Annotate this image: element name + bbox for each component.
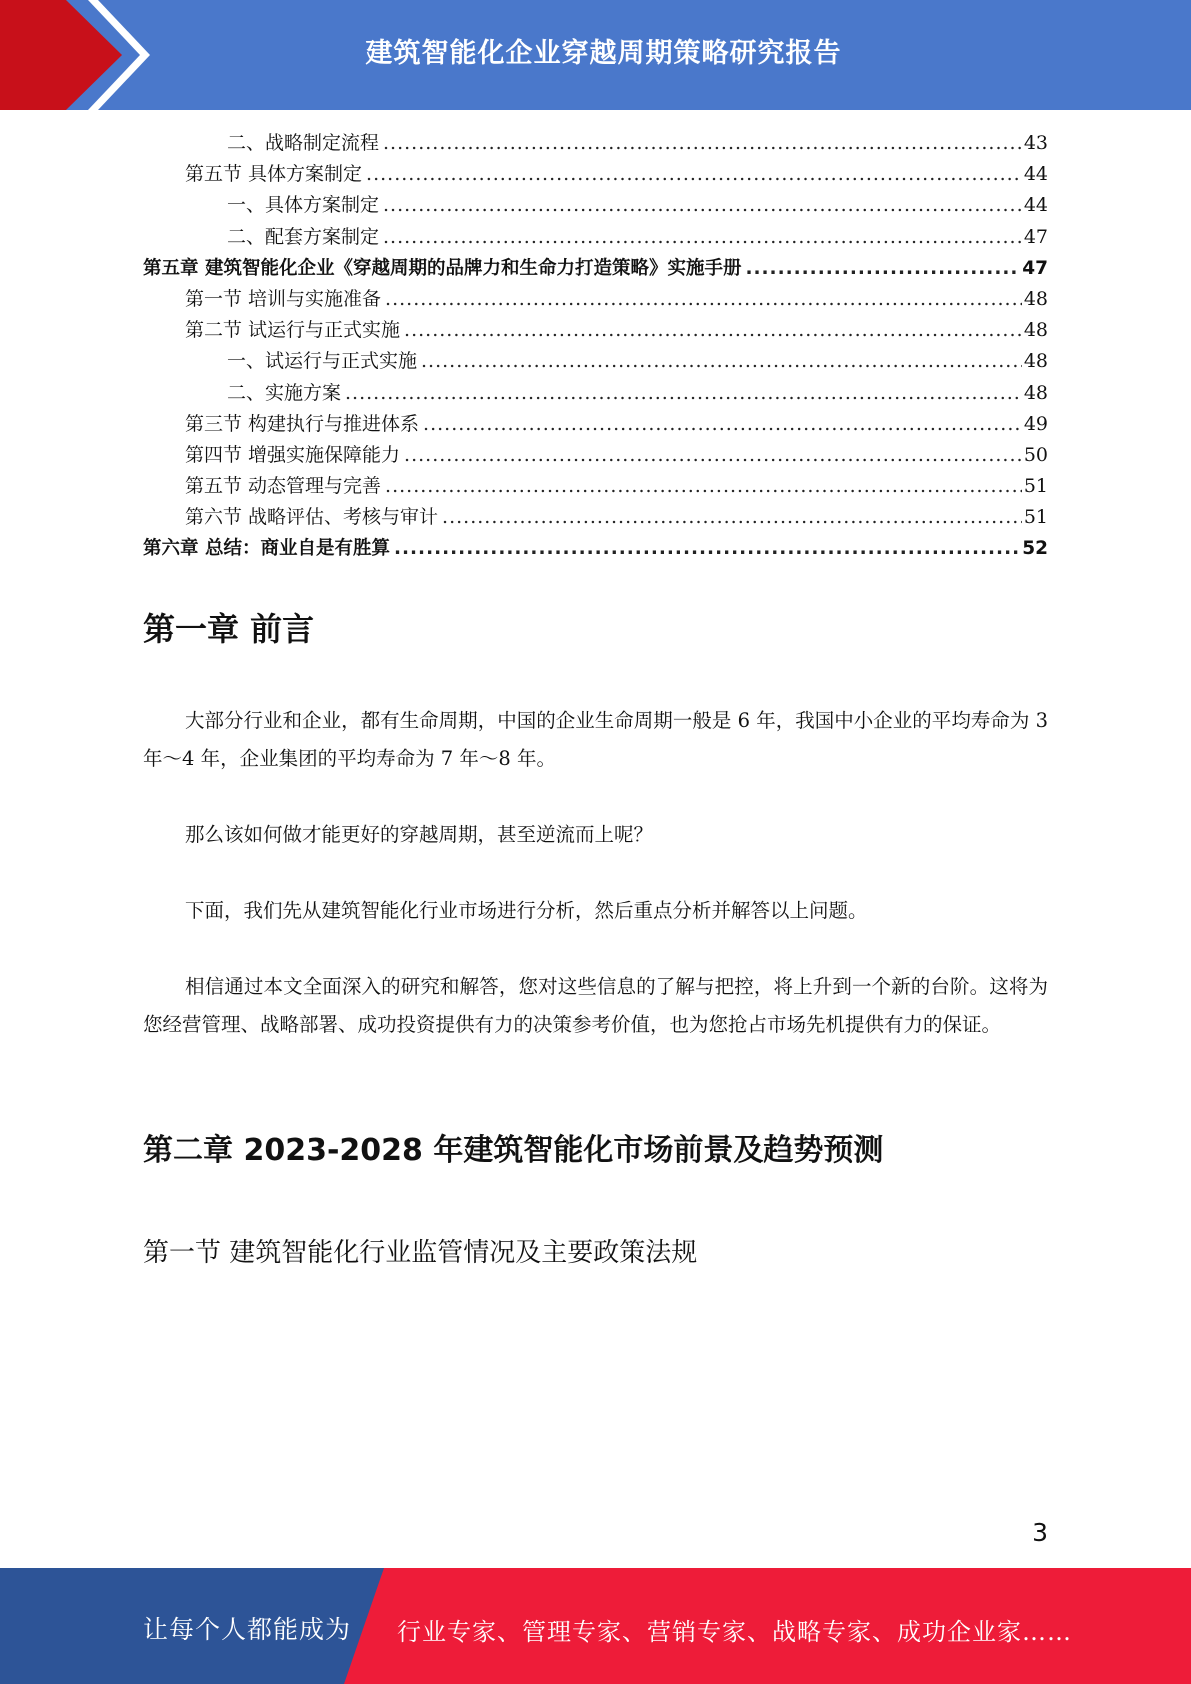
toc-entry[interactable] (143, 346, 1048, 377)
toc-entry-title: 第六节 战略评估、考核与审计 (185, 506, 439, 529)
toc-entry[interactable] (143, 284, 1048, 315)
toc-page-number: 47 (1022, 257, 1048, 279)
toc-entry-title: 第五节 具体方案制定 (185, 163, 363, 186)
toc-entry[interactable] (143, 409, 1048, 440)
footer-slogan-right: 行业专家、管理专家、营销专家、战略专家、成功企业家…… (397, 1618, 1072, 1646)
toc-entry[interactable] (143, 190, 1048, 221)
toc-page-number: 50 (1023, 443, 1048, 466)
section-heading: 第一节 建筑智能化行业监管情况及主要政策法规 (143, 1238, 698, 1268)
toc-entry[interactable] (143, 440, 1048, 471)
toc-dot-leader (421, 346, 1022, 377)
toc-page-number: 48 (1023, 287, 1048, 310)
toc-entry[interactable] (143, 378, 1048, 409)
footer-slogan-left: 让每个人都能成为 (143, 1615, 352, 1644)
toc-entry-title: 第五节 动态管理与完善 (185, 475, 382, 498)
toc-entry-title: 二、战略制定流程 (227, 132, 380, 154)
page-header (0, 0, 1191, 110)
toc-page-number: 48 (1023, 381, 1048, 404)
toc-entry[interactable] (143, 159, 1048, 190)
toc-dot-leader (423, 409, 1022, 440)
chapter-2-heading: 第二章 2023-2028 年建筑智能化市场前景及趋势预测 (143, 1133, 884, 1168)
toc-dot-leader (366, 159, 1022, 190)
toc-entry[interactable] (143, 471, 1048, 502)
toc-page-number: 49 (1023, 412, 1048, 435)
toc-entry-title: 第三节 构建执行与推进体系 (185, 412, 420, 435)
toc-dot-leader (383, 128, 1022, 159)
paragraph: 相信通过本文全面深入的研究和解答，您对这些信息的了解与把控，将上升到一个新的台阶。这将为您经营管理、战略部署、成功投资提供有力的决策参考价值，也为您抢占市场先机提供有力的保证。 (143, 975, 1048, 1036)
chapter-1-heading: 第一章 前言 (143, 610, 315, 648)
toc-entry-title: 第五章 建筑智能化企业《穿越周期的品牌力和生命力打造策略》实施手册 (143, 257, 742, 279)
toc-dot-leader (404, 440, 1022, 471)
paragraph: 下面，我们先从建筑智能化行业市场进行分析，然后重点分析并解答以上问题。 (185, 899, 868, 922)
toc-chapter-entry[interactable] (143, 533, 1048, 564)
toc-entry-title: 第二节 试运行与正式实施 (185, 319, 401, 342)
toc-dot-leader (383, 222, 1022, 253)
toc-entry-title: 一、具体方案制定 (227, 194, 380, 217)
toc-entry[interactable] (143, 502, 1048, 533)
toc-page-number: 52 (1022, 538, 1048, 560)
toc-entry[interactable] (143, 128, 1048, 159)
page-number: 3 (1032, 1518, 1048, 1547)
toc-page-number: 48 (1023, 319, 1048, 342)
toc-dot-leader (385, 284, 1022, 315)
toc-entry[interactable] (143, 222, 1048, 253)
toc-page-number: 51 (1023, 475, 1048, 498)
toc-dot-leader (745, 253, 1020, 284)
toc-dot-leader (404, 315, 1022, 346)
toc-dot-leader (385, 471, 1022, 502)
paragraph: 大部分行业和企业，都有生命周期，中国的企业生命周期一般是 6 年，我国中小企业的平均寿命为 3 年～4 年，企业集团的平均寿命为 7 年～8 年。 (143, 709, 1048, 770)
report-title: 建筑智能化企业穿越周期策略研究报告 (365, 38, 842, 69)
page-footer (0, 1568, 1191, 1684)
toc-entry-title: 一、试运行与正式实施 (227, 350, 418, 373)
toc-page-number: 44 (1023, 163, 1048, 186)
toc-page-number: 47 (1023, 225, 1048, 248)
toc-entry-title: 第四节 增强实施保障能力 (185, 443, 401, 466)
toc-entry[interactable] (143, 315, 1048, 346)
toc-entry-title: 第一节 培训与实施准备 (185, 287, 382, 310)
toc-entry-title: 二、配套方案制定 (227, 225, 380, 248)
table-of-contents (143, 128, 1048, 565)
toc-page-number: 51 (1023, 506, 1048, 529)
toc-page-number: 44 (1023, 194, 1048, 217)
toc-dot-leader (442, 502, 1022, 533)
toc-entry-title: 第六章 总结：商业自是有胜算 (143, 538, 390, 560)
toc-page-number: 48 (1023, 350, 1048, 373)
toc-dot-leader (394, 533, 1020, 564)
toc-chapter-entry[interactable] (143, 253, 1048, 284)
toc-dot-leader (383, 190, 1022, 221)
toc-page-number: 43 (1023, 132, 1048, 154)
paragraph: 那么该如何做才能更好的穿越周期，甚至逆流而上呢？ (185, 823, 654, 846)
toc-dot-leader (345, 378, 1022, 409)
toc-entry-title: 二、实施方案 (227, 381, 342, 404)
